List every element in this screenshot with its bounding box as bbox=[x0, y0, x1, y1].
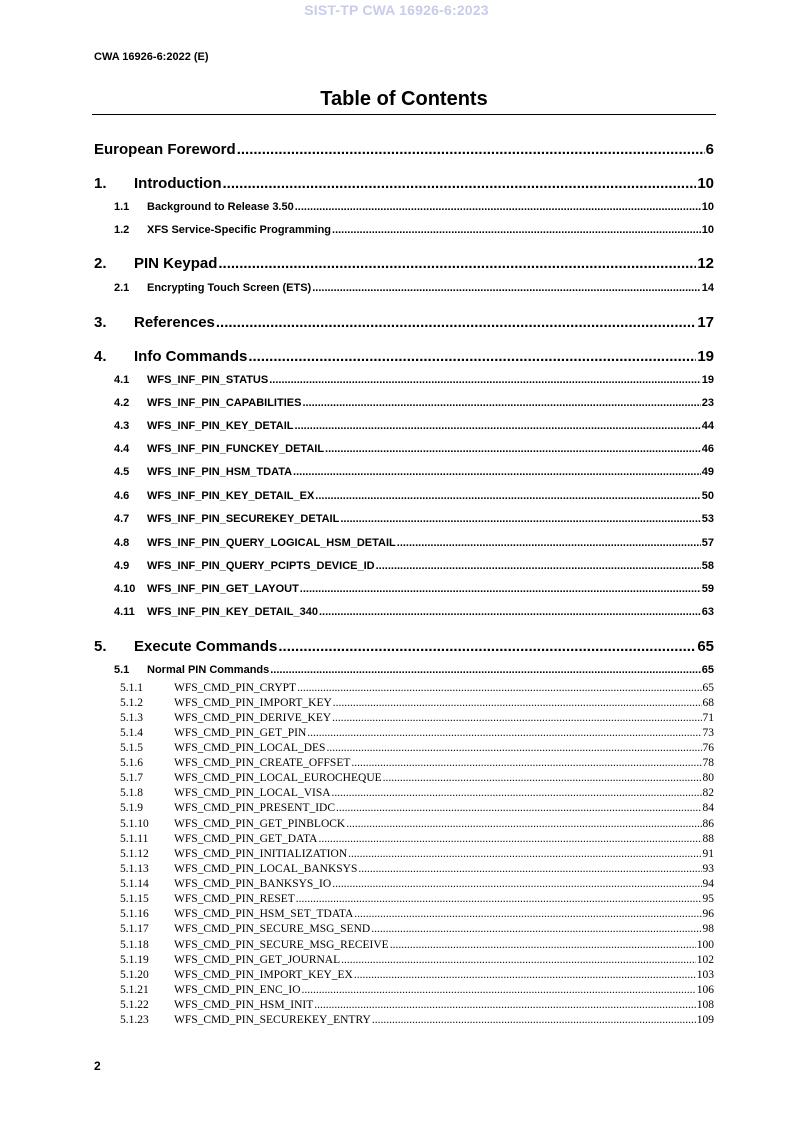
toc-entry-number: 5.1.23 bbox=[120, 1014, 149, 1026]
toc-entry-title: Normal PIN Commands bbox=[147, 664, 270, 676]
toc-entry-number: 5.1.13 bbox=[120, 863, 149, 875]
toc-entry-number: 5.1 bbox=[114, 664, 130, 676]
toc-entry-page: 76 bbox=[702, 742, 714, 754]
toc-entry-title: European Foreword bbox=[94, 141, 236, 158]
toc-entry-title: WFS_CMD_PIN_GET_JOURNAL bbox=[174, 954, 341, 966]
toc-entry[interactable] bbox=[0, 374, 793, 390]
toc-entry-number: 5.1.4 bbox=[120, 727, 143, 739]
toc-entry-title: WFS_CMD_PIN_PRESENT_IDC bbox=[174, 802, 336, 814]
toc-entry-number: 4.9 bbox=[114, 560, 130, 572]
toc-entry[interactable] bbox=[0, 282, 793, 298]
toc-entry-title: WFS_CMD_PIN_SECUREKEY_ENTRY bbox=[174, 1014, 371, 1026]
page-number: 2 bbox=[94, 1059, 101, 1073]
toc-entry[interactable] bbox=[0, 397, 793, 413]
toc-entry-title: WFS_CMD_PIN_SECURE_MSG_SEND bbox=[174, 923, 371, 935]
toc-dot-leader bbox=[348, 848, 701, 860]
toc-entry-page: 96 bbox=[702, 908, 714, 920]
toc-entry-title: WFS_CMD_PIN_ENC_IO bbox=[174, 984, 301, 996]
watermark: SIST-TP CWA 16926-6:2023 bbox=[304, 2, 489, 18]
toc-dot-leader bbox=[351, 757, 701, 769]
toc-entry-title: WFS_CMD_PIN_HSM_SET_TDATA bbox=[174, 908, 354, 920]
toc-entry[interactable] bbox=[0, 999, 793, 1012]
toc-dot-leader bbox=[218, 255, 696, 272]
toc-entry[interactable] bbox=[0, 712, 793, 725]
toc-entry-page: 23 bbox=[701, 397, 714, 409]
toc-entry-title: WFS_CMD_PIN_LOCAL_EUROCHEQUE bbox=[174, 772, 382, 784]
toc-entry-number: 5.1.16 bbox=[120, 908, 149, 920]
toc-entry-page: 108 bbox=[696, 999, 714, 1011]
toc-dot-leader bbox=[237, 141, 705, 158]
toc-entry[interactable] bbox=[0, 513, 793, 529]
toc-entry-page: 80 bbox=[702, 772, 714, 784]
toc-entry-title: WFS_CMD_PIN_CREATE_OFFSET bbox=[174, 757, 351, 769]
toc-entry-page: 102 bbox=[696, 954, 714, 966]
toc-entry-title: Introduction bbox=[134, 175, 222, 192]
toc-entry-number: 4.1 bbox=[114, 374, 130, 386]
toc-entry[interactable] bbox=[0, 606, 793, 622]
toc-entry-page: 50 bbox=[701, 490, 714, 502]
document-id: CWA 16926-6:2022 (E) bbox=[94, 51, 209, 63]
toc-entry-number: 3. bbox=[94, 314, 107, 331]
toc-dot-leader bbox=[315, 490, 700, 502]
toc-entry[interactable] bbox=[0, 908, 793, 921]
toc-entry-page: 93 bbox=[702, 863, 714, 875]
toc-entry[interactable] bbox=[0, 255, 793, 275]
toc-entry-title: WFS_CMD_PIN_GET_PINBLOCK bbox=[174, 818, 346, 830]
toc-entry-number: 5.1.18 bbox=[120, 939, 149, 951]
toc-entry-number: 5.1.1 bbox=[120, 682, 143, 694]
toc-dot-leader bbox=[307, 727, 701, 739]
toc-entry-page: 109 bbox=[696, 1014, 714, 1026]
toc-dot-leader bbox=[354, 908, 701, 920]
toc-entry[interactable] bbox=[0, 984, 793, 997]
toc-entry[interactable] bbox=[0, 939, 793, 952]
toc-entry[interactable] bbox=[0, 1014, 793, 1027]
toc-entry[interactable] bbox=[0, 224, 793, 240]
toc-entry-number: 5.1.19 bbox=[120, 954, 149, 966]
toc-entry-number: 5.1.17 bbox=[120, 923, 149, 935]
toc-dot-leader bbox=[325, 443, 701, 455]
toc-entry-number: 1.2 bbox=[114, 224, 130, 236]
toc-entry-number: 4.5 bbox=[114, 466, 130, 478]
toc-entry-number: 2. bbox=[94, 255, 107, 272]
toc-entry-page: 59 bbox=[701, 583, 714, 595]
toc-entry-title: WFS_CMD_PIN_IMPORT_KEY bbox=[174, 697, 332, 709]
toc-entry[interactable] bbox=[0, 893, 793, 906]
toc-entry-number: 5.1.15 bbox=[120, 893, 149, 905]
toc-entry-number: 5.1.8 bbox=[120, 787, 143, 799]
toc-entry[interactable] bbox=[0, 583, 793, 599]
toc-entry-title: WFS_CMD_PIN_LOCAL_DES bbox=[174, 742, 326, 754]
toc-entry-title: Info Commands bbox=[134, 348, 248, 365]
toc-entry-page: 57 bbox=[701, 537, 714, 549]
toc-dot-leader bbox=[297, 682, 701, 694]
toc-entry[interactable] bbox=[0, 818, 793, 831]
toc-dot-leader bbox=[333, 697, 702, 709]
toc-entry[interactable] bbox=[0, 348, 793, 368]
toc-entry-page: 46 bbox=[701, 443, 714, 455]
toc-dot-leader bbox=[332, 878, 701, 890]
toc-dot-leader bbox=[332, 787, 702, 799]
toc-dot-leader bbox=[302, 397, 700, 409]
toc-entry[interactable] bbox=[0, 757, 793, 770]
toc-dot-leader bbox=[346, 818, 701, 830]
toc-entry-title: Encrypting Touch Screen (ETS) bbox=[147, 282, 312, 294]
toc-entry[interactable] bbox=[0, 923, 793, 936]
toc-dot-leader bbox=[354, 969, 696, 981]
toc-entry-number: 5.1.3 bbox=[120, 712, 143, 724]
toc-dot-leader bbox=[296, 893, 702, 905]
toc-entry-title: WFS_INF_PIN_KEY_DETAIL_EX bbox=[147, 490, 315, 502]
toc-entry-page: 98 bbox=[702, 923, 714, 935]
toc-entry-title: WFS_INF_PIN_QUERY_PCIPTS_DEVICE_ID bbox=[147, 560, 375, 572]
toc-entry-number: 4.7 bbox=[114, 513, 130, 525]
toc-entry[interactable] bbox=[0, 420, 793, 436]
toc-dot-leader bbox=[295, 420, 701, 432]
toc-dot-leader bbox=[295, 201, 701, 213]
toc-entry-page: 58 bbox=[701, 560, 714, 572]
toc-entry[interactable] bbox=[0, 638, 793, 658]
toc-dot-leader bbox=[371, 923, 701, 935]
toc-entry-page: 84 bbox=[702, 802, 714, 814]
toc-entry-number: 5.1.9 bbox=[120, 802, 143, 814]
toc-entry-page: 82 bbox=[702, 787, 714, 799]
toc-dot-leader bbox=[397, 537, 701, 549]
toc-entry-page: 88 bbox=[702, 833, 714, 845]
toc-entry[interactable] bbox=[0, 697, 793, 710]
toc-entry-page: 6 bbox=[705, 141, 714, 158]
toc-dot-leader bbox=[390, 939, 696, 951]
toc-entry-number: 4.6 bbox=[114, 490, 130, 502]
toc-entry-page: 91 bbox=[702, 848, 714, 860]
toc-dot-leader bbox=[336, 802, 701, 814]
toc-dot-leader bbox=[312, 282, 701, 294]
toc-dot-leader bbox=[278, 638, 696, 655]
toc-entry[interactable] bbox=[0, 314, 793, 334]
toc-entry[interactable] bbox=[0, 787, 793, 800]
toc-entry-page: 17 bbox=[697, 314, 714, 331]
toc-entry-number: 5.1.11 bbox=[120, 833, 149, 845]
toc-entry-page: 10 bbox=[701, 224, 714, 236]
toc-dot-leader bbox=[300, 583, 701, 595]
toc-entry-page: 19 bbox=[697, 348, 714, 365]
toc-entry-page: 10 bbox=[701, 201, 714, 213]
toc-entry-title: WFS_CMD_PIN_GET_DATA bbox=[174, 833, 318, 845]
toc-entry-number: 5.1.10 bbox=[120, 818, 149, 830]
toc-entry-title: WFS_CMD_PIN_IMPORT_KEY_EX bbox=[174, 969, 353, 981]
toc-entry-title: WFS_INF_PIN_FUNCKEY_DETAIL bbox=[147, 443, 325, 455]
toc-entry-number: 1.1 bbox=[114, 201, 130, 213]
toc-entry-title: WFS_CMD_PIN_GET_PIN bbox=[174, 727, 307, 739]
toc-entry[interactable] bbox=[0, 833, 793, 846]
toc-entry[interactable] bbox=[0, 772, 793, 785]
toc-entry-title: XFS Service-Specific Programming bbox=[147, 224, 332, 236]
toc-entry-number: 4.10 bbox=[114, 583, 136, 595]
toc-entry-number: 5.1.22 bbox=[120, 999, 149, 1011]
toc-entry[interactable] bbox=[0, 682, 793, 695]
toc-entry[interactable] bbox=[0, 802, 793, 815]
toc-entry-number: 5.1.7 bbox=[120, 772, 143, 784]
toc-entry-page: 106 bbox=[696, 984, 714, 996]
toc-entry-title: WFS_INF_PIN_KEY_DETAIL bbox=[147, 420, 294, 432]
toc-entry-number: 5.1.6 bbox=[120, 757, 143, 769]
toc-entry-number: 4.11 bbox=[114, 606, 135, 618]
toc-entry-page: 65 bbox=[697, 638, 714, 655]
toc-entry-page: 14 bbox=[701, 282, 714, 294]
toc-dot-leader bbox=[358, 863, 701, 875]
toc-entry-title: References bbox=[134, 314, 215, 331]
toc-entry-title: WFS_CMD_PIN_BANKSYS_IO bbox=[174, 878, 332, 890]
toc-dot-leader bbox=[372, 1014, 696, 1026]
toc-entry[interactable] bbox=[0, 560, 793, 576]
toc-entry-title: WFS_CMD_PIN_INITIALIZATION bbox=[174, 848, 348, 860]
toc-dot-leader bbox=[383, 772, 702, 784]
page-title: Table of Contents bbox=[320, 88, 488, 110]
toc-entry-number: 4.3 bbox=[114, 420, 130, 432]
toc-entry[interactable] bbox=[0, 727, 793, 740]
toc-entry-page: 68 bbox=[702, 697, 714, 709]
toc-entry[interactable] bbox=[0, 969, 793, 982]
toc-entry[interactable] bbox=[0, 201, 793, 217]
toc-entry-title: WFS_INF_PIN_GET_LAYOUT bbox=[147, 583, 299, 595]
toc-entry[interactable] bbox=[0, 878, 793, 891]
toc-dot-leader bbox=[340, 513, 700, 525]
toc-entry[interactable] bbox=[0, 141, 793, 161]
toc-entry[interactable] bbox=[0, 175, 793, 195]
toc-dot-leader bbox=[326, 742, 701, 754]
toc-entry-title: WFS_CMD_PIN_RESET bbox=[174, 893, 295, 905]
toc-entry-page: 53 bbox=[701, 513, 714, 525]
toc-entry-page: 19 bbox=[701, 374, 714, 386]
toc-entry-page: 78 bbox=[702, 757, 714, 769]
toc-entry-page: 71 bbox=[702, 712, 714, 724]
toc-entry-number: 4. bbox=[94, 348, 107, 365]
toc-entry-page: 12 bbox=[697, 255, 714, 272]
toc-entry-page: 103 bbox=[696, 969, 714, 981]
toc-entry-page: 49 bbox=[701, 466, 714, 478]
toc-dot-leader bbox=[341, 954, 696, 966]
toc-entry[interactable] bbox=[0, 466, 793, 482]
toc-dot-leader bbox=[332, 224, 701, 236]
toc-entry-page: 95 bbox=[702, 893, 714, 905]
toc-dot-leader bbox=[248, 348, 696, 365]
toc-entry-title: WFS_INF_PIN_CAPABILITIES bbox=[147, 397, 302, 409]
toc-entry-page: 65 bbox=[702, 682, 714, 694]
toc-dot-leader bbox=[318, 833, 701, 845]
toc-entry-page: 100 bbox=[696, 939, 714, 951]
toc-dot-leader bbox=[314, 999, 695, 1011]
toc-entry-page: 44 bbox=[701, 420, 714, 432]
toc-entry-number: 5.1.14 bbox=[120, 878, 149, 890]
toc-entry-title: WFS_CMD_PIN_SECURE_MSG_RECEIVE bbox=[174, 939, 389, 951]
toc-entry-number: 5.1.2 bbox=[120, 697, 143, 709]
toc-entry-number: 1. bbox=[94, 175, 107, 192]
toc-dot-leader bbox=[332, 712, 701, 724]
toc-entry-title: WFS_INF_PIN_KEY_DETAIL_340 bbox=[147, 606, 318, 618]
toc-entry-number: 5.1.12 bbox=[120, 848, 149, 860]
toc-entry[interactable] bbox=[0, 848, 793, 861]
toc-entry[interactable] bbox=[0, 954, 793, 967]
toc-entry-page: 63 bbox=[701, 606, 714, 618]
toc-entry[interactable] bbox=[0, 443, 793, 459]
toc-dot-leader bbox=[376, 560, 701, 572]
toc-entry-title: Execute Commands bbox=[134, 638, 278, 655]
toc-entry[interactable] bbox=[0, 742, 793, 755]
toc-entry-title: Background to Release 3.50 bbox=[147, 201, 294, 213]
toc-entry[interactable] bbox=[0, 537, 793, 553]
toc-entry-number: 2.1 bbox=[114, 282, 130, 294]
toc-dot-leader bbox=[269, 374, 701, 386]
toc-entry-title: WFS_CMD_PIN_DERIVE_KEY bbox=[174, 712, 332, 724]
toc-entry-number: 5. bbox=[94, 638, 107, 655]
toc-entry-title: WFS_INF_PIN_SECUREKEY_DETAIL bbox=[147, 513, 340, 525]
toc-entry-title: WFS_CMD_PIN_CRYPT bbox=[174, 682, 297, 694]
toc-entry-title: WFS_INF_PIN_QUERY_LOGICAL_HSM_DETAIL bbox=[147, 537, 396, 549]
toc-entry-title: WFS_CMD_PIN_LOCAL_BANKSYS bbox=[174, 863, 358, 875]
toc-entry[interactable] bbox=[0, 863, 793, 876]
toc-dot-leader bbox=[293, 466, 701, 478]
toc-dot-leader bbox=[319, 606, 701, 618]
toc-entry-title: PIN Keypad bbox=[134, 255, 218, 272]
toc-entry-page: 65 bbox=[701, 664, 714, 676]
toc-entry-number: 4.4 bbox=[114, 443, 130, 455]
toc-entry-title: WFS_CMD_PIN_LOCAL_VISA bbox=[174, 787, 331, 799]
toc-entry-number: 5.1.20 bbox=[120, 969, 149, 981]
toc-entry[interactable] bbox=[0, 490, 793, 506]
toc-entry-page: 86 bbox=[702, 818, 714, 830]
toc-entry-title: WFS_CMD_PIN_HSM_INIT bbox=[174, 999, 314, 1011]
toc-entry-number: 5.1.5 bbox=[120, 742, 143, 754]
toc-dot-leader bbox=[216, 314, 696, 331]
toc-dot-leader bbox=[222, 175, 696, 192]
toc-entry-title: WFS_INF_PIN_HSM_TDATA bbox=[147, 466, 293, 478]
toc-entry-number: 4.2 bbox=[114, 397, 130, 409]
toc-dot-leader bbox=[302, 984, 696, 996]
title-divider bbox=[92, 114, 716, 115]
toc-entry-title: WFS_INF_PIN_STATUS bbox=[147, 374, 269, 386]
toc-entry-number: 4.8 bbox=[114, 537, 130, 549]
toc-entry-page: 10 bbox=[697, 175, 714, 192]
toc-entry[interactable] bbox=[0, 664, 793, 680]
toc-dot-leader bbox=[270, 664, 701, 676]
toc-entry-page: 94 bbox=[702, 878, 714, 890]
toc-entry-page: 73 bbox=[702, 727, 714, 739]
toc-entry-number: 5.1.21 bbox=[120, 984, 149, 996]
